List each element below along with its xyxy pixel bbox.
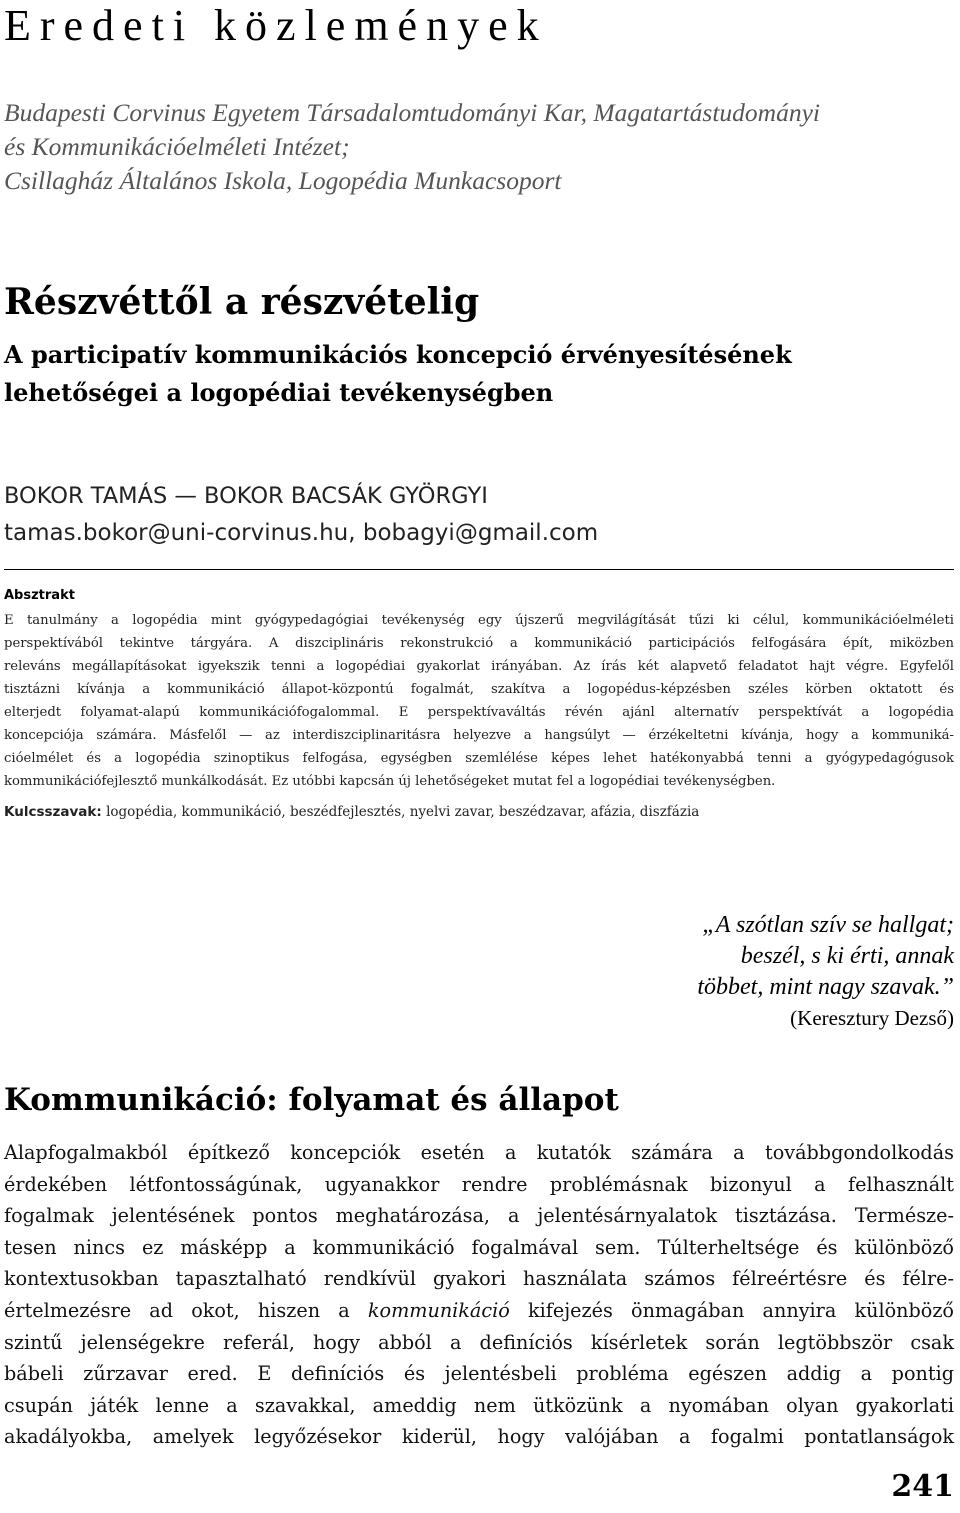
affiliation-line: Budapesti Corvinus Egyetem Társadalomtudományi Kar, Magatartástudományi	[4, 98, 820, 127]
body-line: akadályokba, amelyek legyőzésekor kiderül, hogy valójában a fogalmi pontatlanságok	[4, 1425, 954, 1449]
body-line	[4, 1295, 954, 1327]
abstract-line: kommunikációfejlesztő munkálkodását. Ez utóbbi kapcsán új lehetőségeket mutat fel a logopédiai tevékenységben.	[4, 774, 776, 789]
body-line: Alapfogalmakból építkező koncepciók esetén a kutatók számára a továbbgondolkodás	[4, 1141, 954, 1164]
subtitle-line: A participatív kommunikációs koncepció érvényesítésének	[4, 340, 792, 369]
emphasized-term: kommunikáció	[367, 1298, 510, 1322]
keywords-list: logopédia, kommunikáció, beszédfejlesztés, nyelvi zavar, beszédzavar, afázia, diszfázia	[106, 804, 700, 820]
epigraph	[434, 910, 954, 1034]
section-body	[4, 1137, 954, 1453]
keywords-label: Kulcsszavak:	[4, 804, 102, 820]
epigraph-line: beszél, s ki érti, annak	[740, 943, 954, 969]
body-line: szintű jelenségekre referál, hogy abból a definíciós kísérletek során legtöbbször csak	[4, 1330, 954, 1354]
abstract-body	[4, 609, 954, 793]
abstract-line: tisztázni kívánja a kommunikáció állapot-központú fogalmát, szakítva a logopédus-képzésben széles körben oktatott és	[4, 682, 954, 697]
epigraph-author: (Keresztury Dezső)	[790, 1006, 954, 1030]
author-names: BOKOR TAMÁS — BOKOR BACSÁK GYÖRGYI	[4, 483, 488, 509]
keywords	[4, 800, 954, 824]
journal-section-header: Eredeti közlemények	[4, 1, 548, 50]
abstract-line: releváns megállapításokat igyekszik tenni a logopédiai gyakorlat irányában. Az írás két alapvető feladatot hajt végre. Egyfelől	[4, 659, 954, 674]
abstract-line: cióelmélet és a logopédia szinoptikus felfogása, egységben szemlélése képes lehet hatékonyabbá tenni a gyógypedagógusok	[4, 751, 954, 766]
abstract-divider	[4, 569, 954, 570]
section-heading: Kommunikáció: folyamat és állapot	[4, 1082, 619, 1118]
abstract-heading: Absztrakt	[4, 588, 75, 603]
affiliation-line: és Kommunikációelméleti Intézet;	[4, 132, 350, 161]
article-subtitle	[4, 336, 792, 412]
affiliation-line: Csillagház Általános Iskola, Logopédia Munkacsoport	[4, 166, 562, 195]
author-affiliation	[4, 96, 954, 198]
article-title: Részvéttől a részvételig	[4, 281, 480, 323]
body-line: kontextusokban tapasztalható rendkívül gyakori használata számos félreértésre és félre-	[4, 1267, 954, 1291]
page-number: 241	[891, 1469, 954, 1504]
abstract-line: E tanulmány a logopédia mint gyógypedagógiai tevékenység egy újszerű megvilágítását tűzi ki célul, kommunikációelméleti	[4, 613, 954, 628]
epigraph-line: többet, mint nagy szavak.”	[697, 974, 954, 1000]
epigraph-line: „A szótlan szív se hallgat;	[702, 912, 954, 938]
subtitle-line: lehetőségei a logopédiai tevékenységben	[4, 378, 554, 407]
body-line: tesen nincs ez másképp a kommunikáció fogalmával sem. Túlterheltsége és különböző	[4, 1235, 954, 1259]
body-text-run: értelmezésre ad okot, hiszen a	[4, 1298, 350, 1322]
body-line: érdekében létfontosságúnak, ugyanakkor rendre problémásnak bizonyul a felhasznált	[4, 1172, 954, 1196]
author-emails: tamas.bokor@uni-corvinus.hu, bobagyi@gmail.com	[4, 520, 599, 546]
body-line: fogalmak jelentésének pontos meghatározása, a jelentésárnyalatok tisztázása. Természe-	[4, 1204, 954, 1228]
body-text-run: kifejezés önmagában annyira különböző	[528, 1298, 954, 1322]
abstract-line: perspektívából tekintve tárgyára. A diszciplináris rekonstrukció a kommunikáció participációs felfogására épít, miközben	[4, 636, 954, 651]
abstract-line: elterjedt folyamat-alapú kommunikációfogalommal. E perspektívaváltás révén ajánl alternatív perspektívát a logopédia	[4, 705, 954, 720]
body-line: csupán játék lenne a szavakkal, ameddig nem ütközünk a nyomában olyan gyakorlati	[4, 1393, 954, 1417]
body-line: bábeli zűrzavar ered. E definíciós és jelentésbeli probléma egészen addig a pontig	[4, 1362, 954, 1386]
abstract-line: koncepciója számára. Másfelől — az interdiszciplinaritásra helyezve a hangsúlyt — érzékeltetni kívánja, hogy a kommuniká-	[4, 728, 954, 743]
